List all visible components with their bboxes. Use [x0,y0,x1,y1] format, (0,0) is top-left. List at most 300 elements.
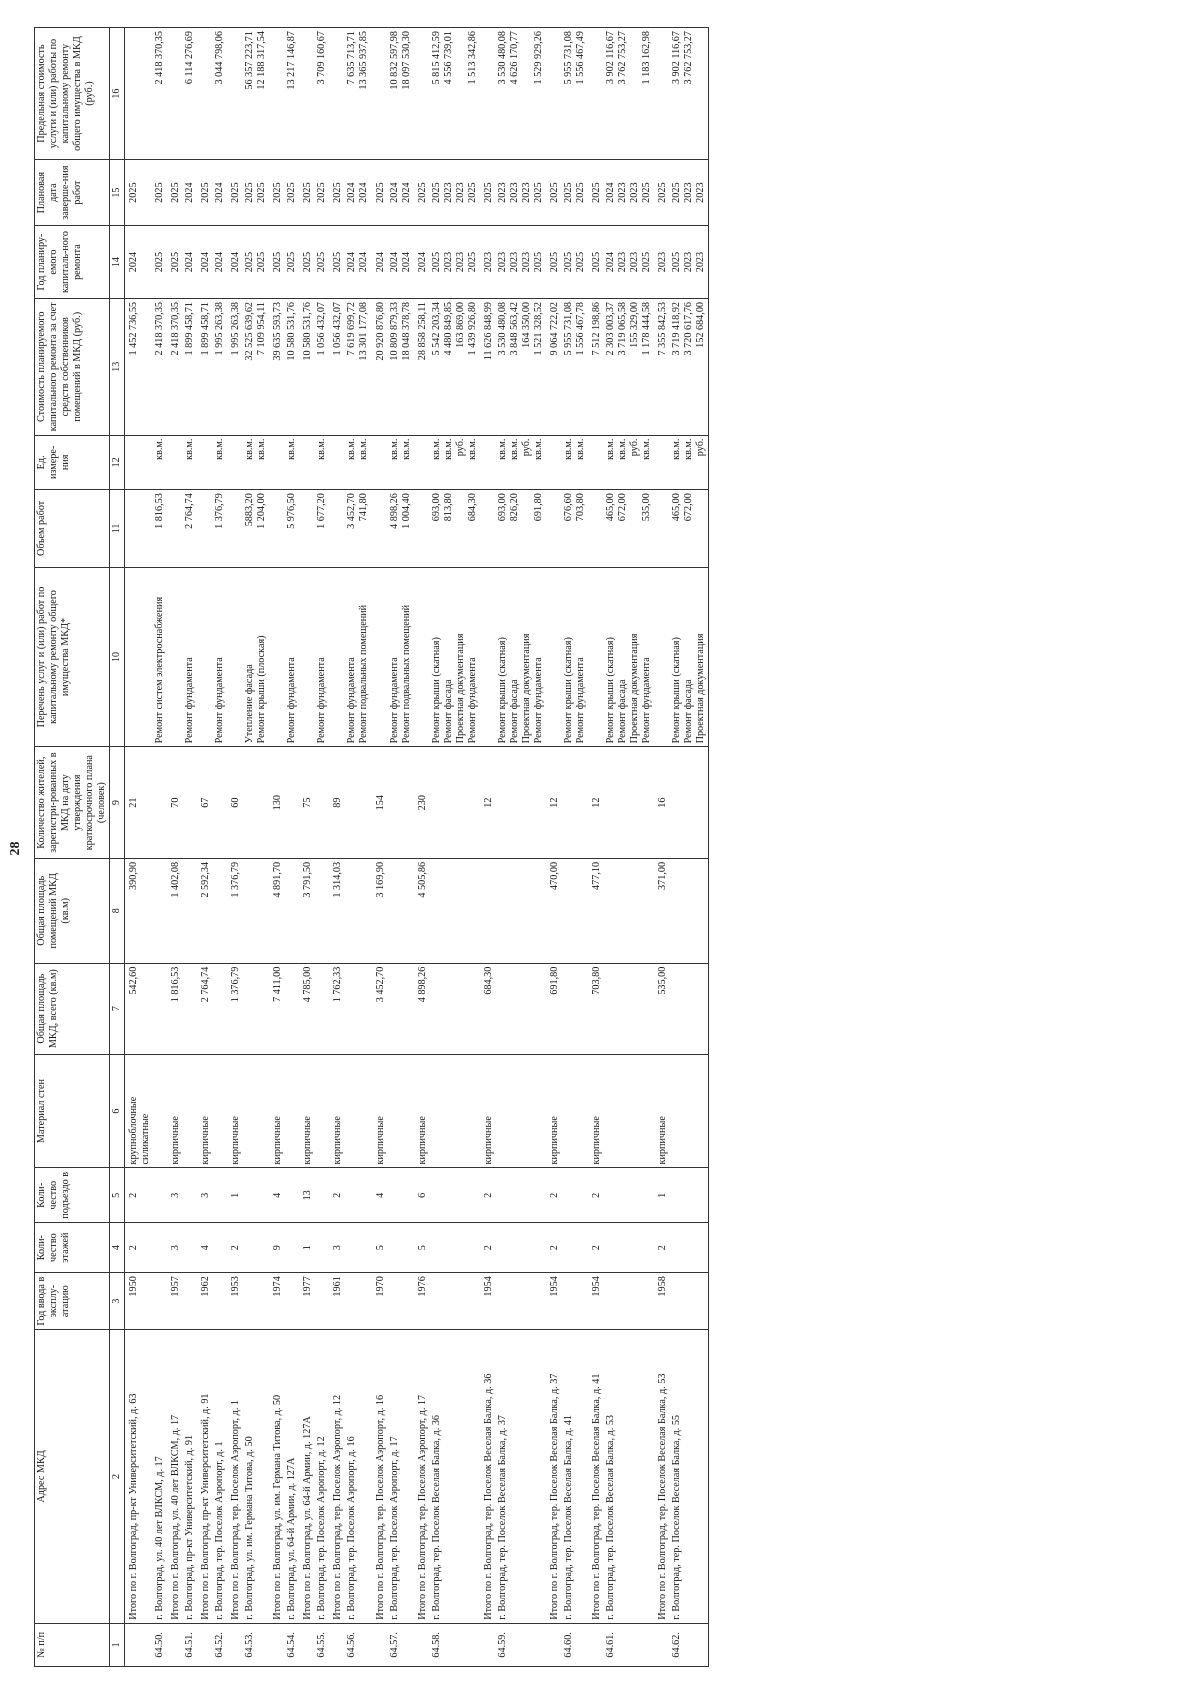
cell-residents [670,747,709,859]
cell-material [153,1054,167,1168]
cell-plan-year: 2024 [227,226,243,299]
cell-entrances [670,1168,709,1223]
cell-residents [285,747,299,859]
cell-plan-years [496,226,546,299]
cell-address: г. Волгоград, пр-кт Университетский, д. 91 [183,1330,197,1624]
cell-volume [345,490,371,567]
cell-area-total [430,963,480,1054]
item-row [315,28,329,1667]
cell-entrances [315,1168,329,1223]
cell-residents: 154 [372,747,388,859]
value-line: кв.м. [508,438,520,460]
work-item: Ремонт фундамента [641,657,653,744]
value-line: 5 955 731,08 [562,301,574,356]
cell-residents: 70 [167,747,183,859]
value-line: 163 869,00 [454,301,466,348]
value-line: 32 525 639,62 [244,301,256,361]
cell-area-total: 703,80 [588,963,604,1054]
cell-end-dates [315,160,329,226]
empty-cell [197,28,213,160]
empty-cell [414,490,430,567]
value-line: кв.м. [671,438,683,460]
cell-year: 1954 [546,1273,562,1330]
value-line: 3 044 798,06 [214,31,226,85]
empty-cell [654,435,670,490]
value-line: 1 183 162,98 [641,31,653,85]
value-line: 2 418 370,35 [154,301,166,356]
work-item: Ремонт фундамента [466,657,478,744]
value-line: 18 097 530,30 [400,31,412,90]
value-line: кв.м. [400,438,412,460]
cell-year [243,1273,269,1330]
value-line: 2025 [466,251,478,273]
cell-volume [670,490,709,567]
cell-area-rooms [670,858,709,963]
cell-plan-years [243,226,269,299]
value-line: 813,80 [442,493,454,522]
empty-cell [227,567,243,747]
cell-costs [153,298,167,435]
cell-floors [285,1223,299,1273]
cell-material: крупноблочные силикатные [124,1054,153,1168]
cell-end-dates [562,160,588,226]
value-line [629,493,641,563]
value-line: 3 719 418,92 [671,301,683,356]
column-header: Общая площадь МКД, всего (кв.м) [35,963,110,1054]
cell-area-rooms [562,858,588,963]
cell-end-dates [243,160,269,226]
cell-entrances: 1 [654,1168,670,1223]
cell-residents: 12 [546,747,562,859]
work-item: Ремонт фундамента [214,657,226,744]
column-number: 15 [110,160,125,226]
empty-cell [167,28,183,160]
total-row [329,28,345,1667]
cell-area-total: 535,00 [654,963,670,1054]
value-line [455,31,467,156]
empty-cell [372,567,388,747]
cell-area-total [604,963,654,1054]
cell-area-rooms [480,858,496,963]
cell-floors: 3 [167,1223,183,1273]
cell-costs [604,298,654,435]
cell-address: Итого по г. Волгоград, пр-кт Университетский, д. 91 [197,1330,213,1624]
cell-plan-years [315,226,329,299]
total-row [588,28,604,1667]
cell-cost: 20 920 876,80 [372,298,388,435]
cell-entrances [562,1168,588,1223]
empty-cell [480,435,496,490]
cell-cost: 11 626 848,99 [480,298,496,435]
value-line: 1 529 929,26 [532,31,544,85]
cell-residents: 12 [480,747,496,859]
cell-end-dates [345,160,371,226]
value-line: 2025 [316,182,328,203]
empty-cell [414,28,430,160]
cell-year: 1974 [269,1273,285,1330]
cell-plan-year: 2025 [329,226,345,299]
value-line: 7 619 699,72 [346,301,358,356]
cell-no: 64.61. [604,1623,654,1666]
cell-costs [562,298,588,435]
cell-material [285,1054,299,1168]
cell-costs [430,298,480,435]
value-line: 1 556 467,78 [574,301,586,356]
cell-area-total [496,963,546,1054]
value-line: руб. [629,438,641,457]
value-line: кв.м. [256,438,268,460]
cell-units [388,435,414,490]
empty-cell [269,28,285,160]
value-line: кв.м. [388,438,400,460]
cell-year: 1970 [372,1273,388,1330]
cell-residents: 75 [299,747,315,859]
value-line: 152 684,00 [695,301,707,348]
column-number: 5 [110,1168,125,1223]
cell-area-rooms [430,858,480,963]
cell-material [430,1054,480,1168]
value-line: 2024 [214,182,226,203]
cell-year [388,1273,414,1330]
cell-material: кирпичные [167,1054,183,1168]
item-row [496,28,546,1667]
cell-end-dates [213,160,227,226]
cell-material: кирпичные [588,1054,604,1168]
cell-residents: 230 [414,747,430,859]
work-item: Ремонт фундамента [316,657,328,744]
empty-cell [588,435,604,490]
cell-residents: 67 [197,747,213,859]
total-row [167,28,183,1667]
cell-plan-years [604,226,654,299]
cell-material: кирпичные [414,1054,430,1168]
cell-area-rooms [183,858,197,963]
value-line: 3 762 753,27 [617,31,629,85]
cell-address: Итого по г. Волгоград, тер. Поселок Аэропорт, д. 12 [329,1330,345,1624]
value-line: 2024 [605,251,617,273]
cell-residents: 60 [227,747,243,859]
empty-cell [480,1623,496,1666]
cell-end-date: 2025 [227,160,243,226]
value-line: 2023 [520,251,532,273]
cell-residents [243,747,269,859]
cell-area-total: 1 762,33 [329,963,345,1054]
value-line: 3 719 065,58 [617,301,629,356]
cell-plan-year: 2025 [546,226,562,299]
value-line: 6 114 276,69 [184,31,196,85]
cell-entrances: 13 [299,1168,315,1223]
value-line: 2025 [562,182,574,203]
value-line: 2025 [562,251,574,273]
value-line: 2 764,74 [184,493,196,529]
value-line: 1 816,53 [154,493,166,529]
cell-address: Итого по г. Волгоград, тер. Поселок Аэропорт, д. 17 [414,1330,430,1624]
cell-limits [183,28,197,160]
cell-year [183,1273,197,1330]
value-line: 4 898,26 [388,493,400,529]
empty-cell [588,490,604,567]
value-line: 2023 [508,182,520,203]
cell-cost: 28 858 258,11 [414,298,430,435]
total-row [299,28,315,1667]
empty-cell [329,1623,345,1666]
cell-costs [388,298,414,435]
cell-plan-years [213,226,227,299]
cell-year: 1961 [329,1273,345,1330]
cell-material [562,1054,588,1168]
cell-works [670,567,709,747]
empty-cell [269,490,285,567]
cell-limits [496,28,546,160]
empty-cell [480,567,496,747]
cell-limits [285,28,299,160]
cell-year: 1958 [654,1273,670,1330]
cell-floors [562,1223,588,1273]
column-number: 3 [110,1273,125,1330]
cell-area-rooms [345,858,371,963]
cell-plan-years [562,226,588,299]
column-header: Количество жителей, зарегистри-рованных в МКД на дату утверждения краткосрочного плана (человек) [35,747,110,859]
cell-year [670,1273,709,1330]
empty-cell [299,435,315,490]
cell-floors [315,1223,329,1273]
cell-area-total [315,963,329,1054]
cell-limits [670,28,709,160]
work-item: Ремонт фундамента [346,657,358,744]
cell-residents [315,747,329,859]
cell-volume [562,490,588,567]
cell-end-dates [670,160,709,226]
value-line: 2024 [346,182,358,203]
value-line: 826,20 [508,493,520,522]
cell-floors [604,1223,654,1273]
cell-cost: 10 580 531,76 [299,298,315,435]
column-header: Коли-чество этажей [35,1223,110,1273]
value-line: 2023 [520,182,532,203]
value-line: 1 513 342,86 [466,31,478,85]
cell-volume [388,490,414,567]
empty-cell [197,435,213,490]
cell-material: кирпичные [329,1054,345,1168]
cell-floors: 2 [588,1223,604,1273]
value-line: 2025 [641,251,653,273]
cell-area-total [345,963,371,1054]
cell-works [183,567,197,747]
value-line: 2025 [532,182,544,203]
empty-cell [124,567,153,747]
cell-area-total: 1 816,53 [167,963,183,1054]
cell-area-rooms: 371,00 [654,858,670,963]
cell-end-dates [604,160,654,226]
cell-costs [285,298,299,435]
cell-no: 64.60. [562,1623,588,1666]
work-item: Ремонт фундамента [286,657,298,744]
cell-material: кирпичные [197,1054,213,1168]
cell-floors: 9 [269,1223,285,1273]
empty-cell [546,1623,562,1666]
value-line: 164 350,00 [520,301,532,348]
value-line: 465,00 [671,493,683,522]
cell-residents: 21 [124,747,153,859]
value-line: 2024 [605,182,617,203]
cell-floors [183,1223,197,1273]
value-line: 2023 [508,251,520,273]
item-row [604,28,654,1667]
cell-costs [315,298,329,435]
column-header: Предельная стоимость услуги и (или) работы по капитальному ремонту общего имущества в МКД (руб.) [35,28,110,160]
cell-area-rooms: 3 791,50 [299,858,315,963]
cell-area-total: 1 376,79 [227,963,243,1054]
cell-costs [243,298,269,435]
cell-area-rooms [388,858,414,963]
cell-no: 64.55. [315,1623,329,1666]
value-line: руб. [695,438,707,457]
value-line: 2024 [388,251,400,273]
value-line: 155 329,00 [629,301,641,348]
cell-no: 64.54. [285,1623,299,1666]
cell-address: Итого по г. Волгоград, ул. им. Германа Титова, д. 50 [269,1330,285,1624]
cell-no: 64.59. [496,1623,546,1666]
value-line: 3 530 480,08 [496,31,508,85]
value-line: кв.м. [358,438,370,460]
empty-cell [269,435,285,490]
cell-area-total [285,963,299,1054]
value-line: 672,00 [617,493,629,522]
cell-plan-year: 2024 [372,226,388,299]
cell-limits [153,28,167,160]
empty-cell [546,435,562,490]
cell-address: г. Волгоград, ул. 64-й Армии, д. 127А [285,1330,299,1624]
cell-limits [345,28,371,160]
column-header: № п/п [35,1623,110,1666]
value-line: 2023 [496,251,508,273]
cell-year: 1953 [227,1273,243,1330]
value-line: 2023 [629,182,641,203]
column-header: Ед. измере-ния [35,435,110,490]
cell-year: 1962 [197,1273,213,1330]
column-header: Объем работ [35,490,110,567]
empty-cell [299,28,315,160]
value-line: 2023 [496,182,508,203]
cell-entrances [183,1168,197,1223]
cell-area-total [183,963,197,1054]
value-line: 3 848 563,42 [508,301,520,356]
value-line: 2025 [154,182,166,203]
cell-end-date: 2025 [480,160,496,226]
item-row [285,28,299,1667]
value-line [455,493,467,563]
column-number: 4 [110,1223,125,1273]
empty-cell [654,28,670,160]
empty-cell [372,28,388,160]
value-line: 691,80 [532,493,544,522]
cell-area-total: 691,80 [546,963,562,1054]
cell-entrances: 2 [329,1168,345,1223]
total-row [546,28,562,1667]
column-header: Перечень услуг и (или) работ по капитальному ремонту общего имущества МКД* [35,567,110,747]
empty-cell [654,490,670,567]
cell-floors [243,1223,269,1273]
value-line: кв.м. [605,438,617,460]
cell-works [243,567,269,747]
cell-year: 1954 [588,1273,604,1330]
work-item: Ремонт фундамента [184,657,196,744]
empty-cell [124,435,153,490]
cell-residents: 16 [654,747,670,859]
cell-floors: 1 [299,1223,315,1273]
empty-cell [269,1623,285,1666]
value-line: 693,00 [430,493,442,522]
cell-volume [183,490,197,567]
cell-volume [604,490,654,567]
cell-area-total [153,963,167,1054]
empty-cell [546,28,562,160]
cell-area-rooms: 470,00 [546,858,562,963]
work-item: Ремонт крыши (скатная) [562,637,574,744]
cell-address: Итого по г. Волгоград, тер. Поселок Веселая Балка, д. 53 [654,1330,670,1624]
cell-residents [183,747,197,859]
value-line: 5883,20 [244,493,256,527]
cell-material [183,1054,197,1168]
column-header: Стоимость планируемого капитального ремонта за счет средств собственников помещений в МКД (руб.) [35,298,110,435]
cell-units [345,435,371,490]
value-line: 2024 [400,182,412,203]
value-line: 13 365 937,85 [358,31,370,90]
cell-year: 1954 [480,1273,496,1330]
cell-area-total: 684,30 [480,963,496,1054]
column-number: 11 [110,490,125,567]
value-line: 535,00 [641,493,653,522]
cell-plan-year: 2025 [299,226,315,299]
cell-end-date: 2025 [269,160,285,226]
cell-entrances: 3 [167,1168,183,1223]
value-line: 2025 [574,251,586,273]
cell-entrances [213,1168,227,1223]
cell-year [345,1273,371,1330]
cell-end-dates [496,160,546,226]
empty-cell [588,1623,604,1666]
cell-units [153,435,167,490]
value-line: 5 815 412,59 [430,31,442,85]
cell-area-rooms: 390,90 [124,858,153,963]
cell-units [213,435,227,490]
cell-year [496,1273,546,1330]
cell-floors [670,1223,709,1273]
cell-no: 64.58. [430,1623,480,1666]
cell-costs [345,298,371,435]
cell-plan-years [430,226,480,299]
cell-address: г. Волгоград, тер. Поселок Аэропорт, д. 16 [345,1330,371,1624]
value-line: 2023 [617,182,629,203]
cell-address: г. Волгоград, ул. им. Германа Титова, д. 50 [243,1330,269,1624]
value-line: 1 056 432,07 [316,301,328,356]
value-line: 10 809 879,33 [388,301,400,361]
cell-area-rooms: 3 169,90 [372,858,388,963]
cell-material: кирпичные [299,1054,315,1168]
cell-floors: 2 [227,1223,243,1273]
cell-end-date: 2025 [546,160,562,226]
cell-address: Итого по г. Волгоград, тер. Поселок Веселая Балка, д. 41 [588,1330,604,1624]
value-line: 2025 [154,251,166,273]
cell-end-date: 2025 [124,160,153,226]
cell-units [243,435,269,490]
value-line: 2025 [641,182,653,203]
cell-area-rooms: 4 505,86 [414,858,430,963]
cell-plan-year: 2023 [654,226,670,299]
cell-material: кирпичные [654,1054,670,1168]
cell-address: Итого по г. Волгоград, тер. Поселок Аэропорт, д. 16 [372,1330,388,1624]
value-line: 13 217 146,87 [286,31,298,90]
